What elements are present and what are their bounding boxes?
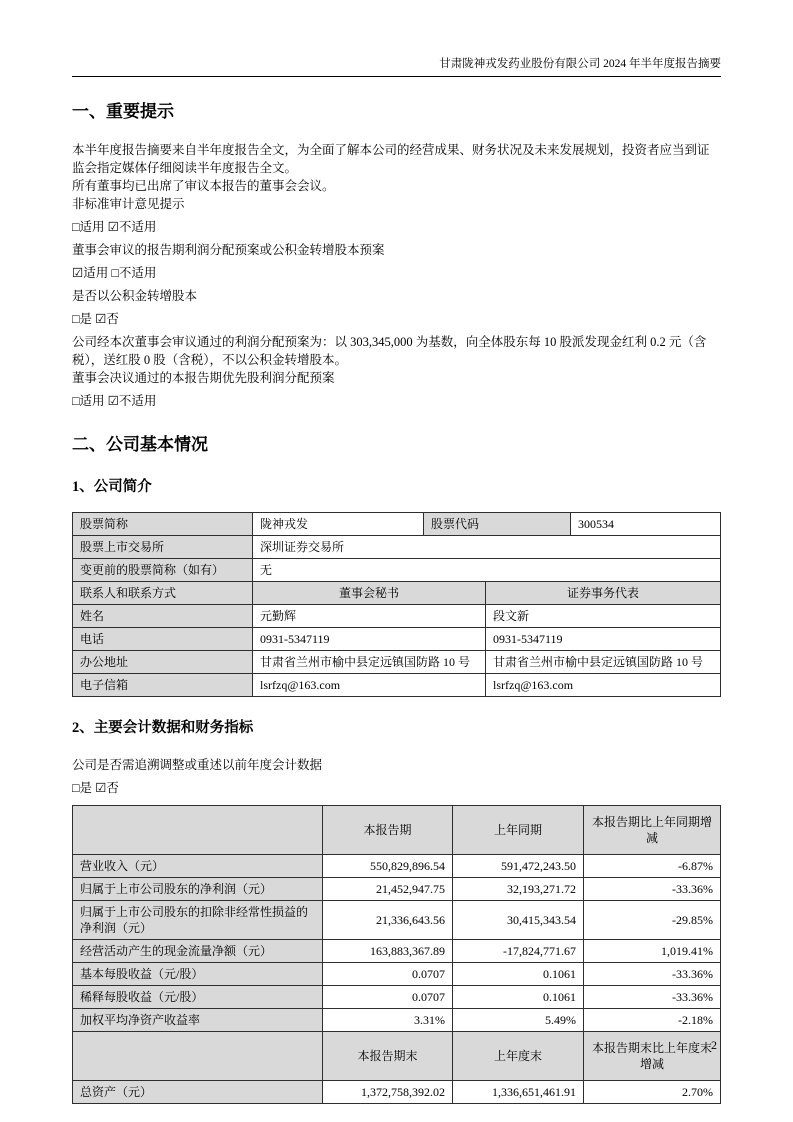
- current-period-header-cell: 本报告期: [323, 806, 453, 855]
- prior-value-cell: 0.1061: [453, 963, 584, 986]
- preferred-share-checkboxes: □适用 ☑不适用: [72, 394, 157, 408]
- reserve-checkboxes: □是 ☑否: [72, 312, 119, 326]
- rep-name-cell: 段文新: [486, 605, 721, 628]
- current-value-cell: 0.0707: [323, 986, 453, 1009]
- rep-phone-cell: 0931-5347119: [486, 628, 721, 651]
- email-label-cell: 电子信箱: [73, 674, 253, 697]
- secretary-name-cell: 元勤辉: [253, 605, 486, 628]
- indicator-label-cell: 经营活动产生的现金流量净额（元）: [73, 940, 323, 963]
- former-name-label-cell: 变更前的股票简称（如有）: [73, 559, 253, 582]
- change-header-cell: 本报告期比上年同期增减: [584, 806, 721, 855]
- document-header: 甘肃陇神戎发药业股份有限公司 2024 年半年度报告摘要: [72, 55, 721, 77]
- section-1-title: 一、重要提示: [72, 102, 174, 121]
- address-label-cell: 办公地址: [73, 651, 253, 674]
- indicator-label-cell: 稀释每股收益（元/股）: [73, 986, 323, 1009]
- total-assets-prior-cell: 1,336,651,461.91: [453, 1081, 584, 1104]
- total-assets-change-cell: 2.70%: [584, 1081, 721, 1104]
- indicator-label-cell: 归属于上市公司股东的扣除非经常性损益的净利润（元）: [73, 901, 323, 940]
- change-value-cell: -29.85%: [584, 901, 721, 940]
- table-row: [73, 901, 721, 940]
- prior-value-cell: 591,472,243.50: [453, 855, 584, 878]
- rep-email-cell: lsrfzq@163.com: [486, 674, 721, 697]
- financial-indicators-table: [72, 805, 721, 1104]
- stock-code-label-cell: 股票代码: [424, 513, 571, 536]
- restatement-checkboxes: □是 ☑否: [72, 781, 119, 795]
- change-value-cell: 1,019.41%: [584, 940, 721, 963]
- change-value-cell: -33.36%: [584, 986, 721, 1009]
- secretary-address-cell: 甘肃省兰州市榆中县定远镇国防路 10 号: [253, 651, 486, 674]
- stock-short-value-cell: 陇神戎发: [253, 513, 424, 536]
- table-row: [73, 536, 721, 559]
- stock-code-value-cell: 300534: [571, 513, 721, 536]
- change-value-cell: -33.36%: [584, 878, 721, 901]
- profit-plan-checkboxes: ☑适用 □不适用: [72, 266, 157, 280]
- table-row: [73, 963, 721, 986]
- phone-label-cell: 电话: [73, 628, 253, 651]
- table-row: [73, 513, 721, 536]
- current-value-cell: 163,883,367.89: [323, 940, 453, 963]
- indicator-label-cell: 基本每股收益（元/股）: [73, 963, 323, 986]
- indicator-label-cell: 归属于上市公司股东的净利润（元）: [73, 878, 323, 901]
- end-change-header-cell: 本报告期末比上年度末增减: [584, 1032, 721, 1081]
- indicator-label-cell: 营业收入（元）: [73, 855, 323, 878]
- stock-short-label-cell: 股票简称: [73, 513, 253, 536]
- total-assets-label-cell: 总资产（元）: [73, 1081, 323, 1104]
- change-value-cell: -2.18%: [584, 1009, 721, 1032]
- table-header-row: [73, 806, 721, 855]
- indicator-label-cell: 加权平均净资产收益率: [73, 1009, 323, 1032]
- table-row: [73, 651, 721, 674]
- blank-header-cell: [73, 806, 323, 855]
- secretary-email-cell: lsrfzq@163.com: [253, 674, 486, 697]
- table-row: [73, 878, 721, 901]
- contact-label-cell: 联系人和联系方式: [73, 582, 253, 605]
- reserve-question-line: 是否以公积金转增股本: [72, 289, 198, 303]
- former-name-value-cell: 无: [253, 559, 721, 582]
- current-value-cell: 0.0707: [323, 963, 453, 986]
- current-value-cell: 21,336,643.56: [323, 901, 453, 940]
- table-row: [73, 674, 721, 697]
- prior-value-cell: 5.49%: [453, 1009, 584, 1032]
- table-row: [73, 1009, 721, 1032]
- preferred-share-plan-line: 董事会决议通过的本报告期优先股利润分配预案: [72, 371, 335, 385]
- company-info-table: [72, 512, 721, 697]
- table-row: [73, 855, 721, 878]
- company-profile-subtitle: 1、公司简介: [72, 479, 152, 495]
- dividend-plan-detail: 公司经本次董事会审议通过的利润分配预案为：以 303,345,000 为基数，向全体股东每 10 股派发现金红利 0.2 元（含税），送红股 0 股（含税），不以公积金转增股本。: [72, 335, 707, 367]
- total-assets-current-cell: 1,372,758,392.02: [323, 1081, 453, 1104]
- prior-value-cell: 30,415,343.54: [453, 901, 584, 940]
- current-value-cell: 550,829,896.54: [323, 855, 453, 878]
- audit-opinion-hint: 非标准审计意见提示: [72, 197, 185, 211]
- secretary-header-cell: 董事会秘书: [253, 582, 486, 605]
- exchange-label-cell: 股票上市交易所: [73, 536, 253, 559]
- prior-period-header-cell: 上年同期: [453, 806, 584, 855]
- exchange-value-cell: 深圳证券交易所: [253, 536, 721, 559]
- secretary-phone-cell: 0931-5347119: [253, 628, 486, 651]
- table-row: [73, 582, 721, 605]
- table-row: [73, 986, 721, 1009]
- prior-year-end-header-cell: 上年度末: [453, 1032, 584, 1081]
- table-header-row: [73, 1032, 721, 1081]
- prior-value-cell: -17,824,771.67: [453, 940, 584, 963]
- financial-data-subtitle: 2、主要会计数据和财务指标: [72, 720, 254, 736]
- table-row: [73, 1081, 721, 1104]
- summary-paragraph: 本半年度报告摘要来自半年度报告全文，为全面了解本公司的经营成果、财务状况及未来发展规划，投资者应当到证监会指定媒体仔细阅读半年度报告全文。: [72, 143, 710, 175]
- current-value-cell: 3.31%: [323, 1009, 453, 1032]
- period-end-header-cell: 本报告期末: [323, 1032, 453, 1081]
- rep-header-cell: 证券事务代表: [486, 582, 721, 605]
- page-number: 2: [711, 1038, 717, 1052]
- name-label-cell: 姓名: [73, 605, 253, 628]
- prior-value-cell: 0.1061: [453, 986, 584, 1009]
- table-row: [73, 940, 721, 963]
- current-value-cell: 21,452,947.75: [323, 878, 453, 901]
- restatement-question-line: 公司是否需追溯调整或重述以前年度会计数据: [72, 758, 323, 772]
- table-row: [73, 605, 721, 628]
- change-value-cell: -33.36%: [584, 963, 721, 986]
- blank-header-cell: [73, 1032, 323, 1081]
- board-attendance-line: 所有董事均已出席了审议本报告的董事会会议。: [72, 179, 335, 193]
- change-value-cell: -6.87%: [584, 855, 721, 878]
- table-row: [73, 628, 721, 651]
- section-2-title: 二、公司基本情况: [72, 435, 208, 454]
- audit-opinion-checkboxes: □适用 ☑不适用: [72, 220, 157, 234]
- prior-value-cell: 32,193,271.72: [453, 878, 584, 901]
- table-row: [73, 559, 721, 582]
- profit-plan-line: 董事会审议的报告期利润分配预案或公积金转增股本预案: [72, 243, 385, 257]
- rep-address-cell: 甘肃省兰州市榆中县定远镇国防路 10 号: [486, 651, 721, 674]
